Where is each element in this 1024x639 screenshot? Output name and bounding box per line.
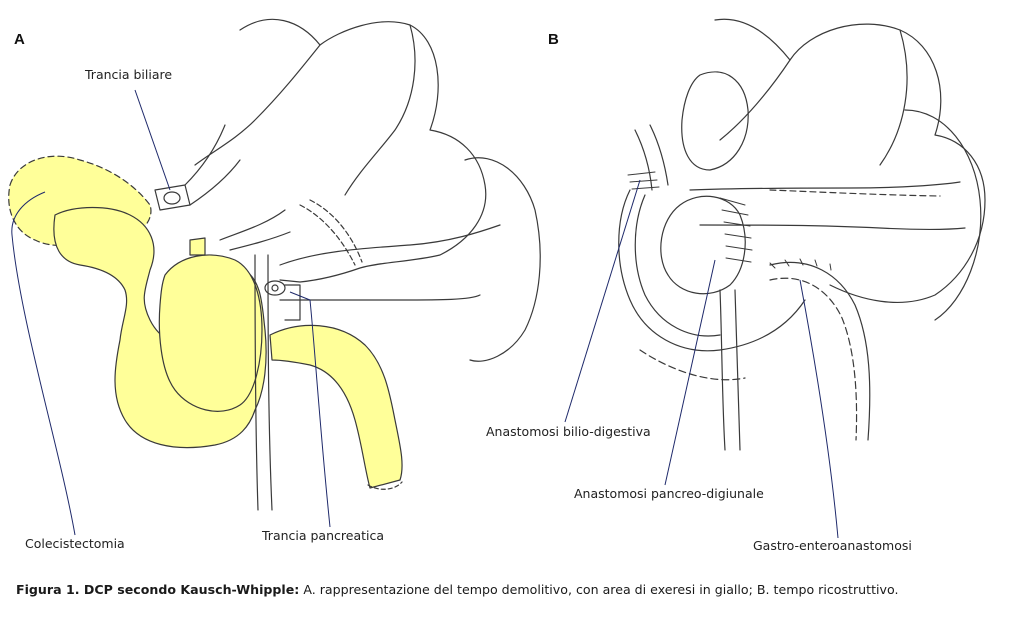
jejunum-resected [270,325,402,488]
caption-bold: Figura 1. DCP secondo Kausch-Whipple: [16,582,300,597]
figure-caption [16,582,1016,597]
label-anastomosi-pancreo-digiunale: Anastomosi pancreo-digiunale [574,486,764,501]
leader-anastomosi-bilio [565,180,640,422]
panel-a-letter: A [14,31,25,48]
label-colecistectomia: Colecistectomia [25,536,125,551]
pancreatic-head-resected [159,255,262,411]
label-gastro-enteroanastomosi: Gastro-enteroanastomosi [753,538,912,553]
leader-anastomosi-pancreo [665,260,715,485]
caption-text: A. rappresentazione del tempo demolitivo, con area di exeresi in giallo; B. tempo ricostruttivo. [299,582,899,597]
stomach-outline-b [715,19,985,302]
leader-trancia-biliare [135,90,170,190]
panel-b-letter: B [548,31,559,48]
label-anastomosi-bilio-digestiva: Anastomosi bilio-digestiva [486,424,651,439]
label-trancia-biliare: Trancia biliare [85,67,173,82]
pancreato-jejunal-anastomosis [661,196,745,293]
stomach-outline-a [240,19,486,282]
leader-gastro-entero [800,280,838,538]
label-trancia-pancreatica: Trancia pancreatica [262,528,385,543]
